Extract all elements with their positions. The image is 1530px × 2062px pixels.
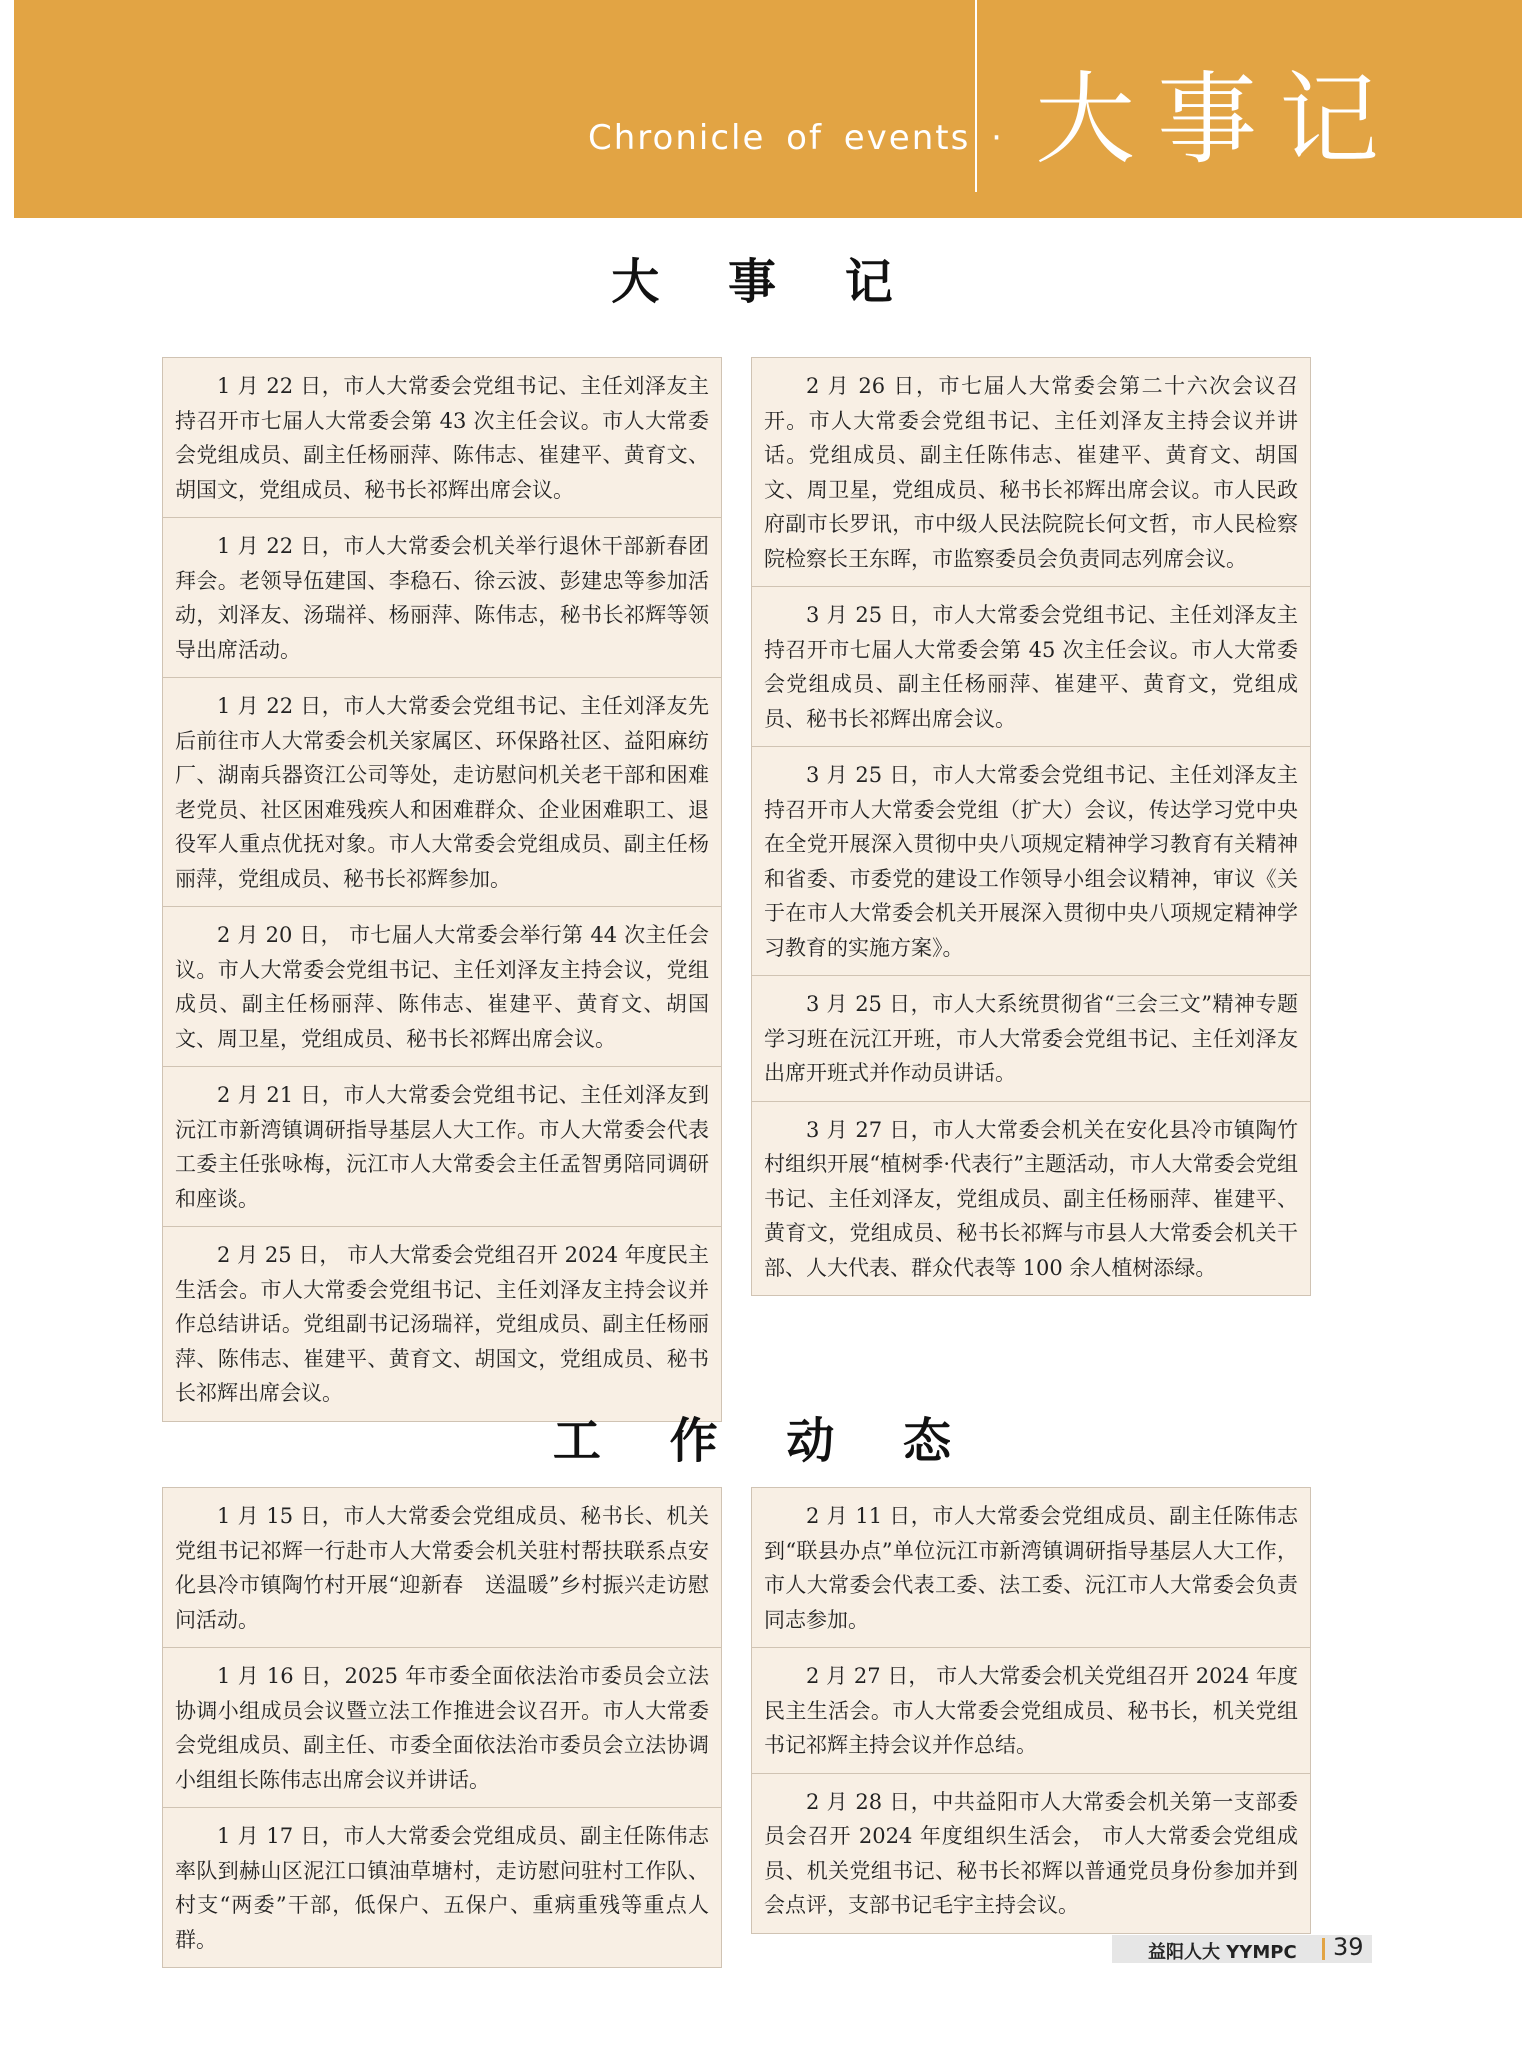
footer-separator: [1322, 1938, 1325, 1960]
events-right-column: [751, 357, 1311, 1296]
event-entry: 2 月 20 日， 市七届人大常委会举行第 44 次主任会议。市人大常委会党组书记、主任刘泽友主持会议，党组成员、副主任杨丽萍、陈伟志、崔建平、黄育文、胡国文、周卫星，党组成员、秘书长祁辉出席会议。: [162, 907, 722, 1067]
work-entry: 2 月 28 日，中共益阳市人大常委会机关第一支部委员会召开 2024 年度组织生活会， 市人大常委会党组成员、机关党组书记、秘书长祁辉以普通党员身份参加并到会点评，支部书记毛宇主持会议。: [751, 1774, 1311, 1934]
work-entry: 1 月 17 日，市人大常委会党组成员、副主任陈伟志率队到赫山区泥江口镇油草塘村，走访慰问驻村工作队、村支“两委”干部，低保户、五保户、重病重残等重点人群。: [162, 1808, 722, 1968]
event-entry: 3 月 25 日，市人大常委会党组书记、主任刘泽友主持召开市人大常委会党组（扩大）会议，传达学习党中央在全党开展深入贯彻中央八项规定精神学习教育有关精神和省委、市委党的建设工作领导小组会议精神，审议《关于在市人大常委会机关开展深入贯彻中央八项规定精神学习教育的实施方案》。: [751, 747, 1311, 976]
work-entry: 1 月 16 日，2025 年市委全面依法治市委员会立法协调小组成员会议暨立法工作推进会议召开。市人大常委会党组成员、副主任、市委全面依法治市委员会立法协调小组组长陈伟志出席会议并讲话。: [162, 1648, 722, 1808]
section-title-events: 大 事 记: [611, 254, 919, 310]
event-entry: 3 月 25 日，市人大常委会党组书记、主任刘泽友主持召开市七届人大常委会第 45 次主任会议。市人大常委会党组成员、副主任杨丽萍、崔建平、黄育文，党组成员、秘书长祁辉出席会议。: [751, 587, 1311, 747]
section-title-work: 工 作 动 态: [552, 1413, 978, 1469]
header-english-title: Chronicle of events ·: [588, 118, 1004, 158]
event-entry: 2 月 25 日， 市人大常委会党组召开 2024 年度民主生活会。市人大常委会党组书记、主任刘泽友主持会议并作总结讲话。党组副书记汤瑞祥，党组成员、副主任杨丽萍、陈伟志、崔建平、黄育文、胡国文，党组成员、秘书长祁辉出席会议。: [162, 1227, 722, 1422]
work-entry: 2 月 27 日， 市人大常委会机关党组召开 2024 年度民主生活会。市人大常委会党组成员、秘书长，机关党组书记祁辉主持会议并作总结。: [751, 1648, 1311, 1774]
event-entry: 3 月 27 日，市人大常委会机关在安化县冷市镇陶竹村组织开展“植树季·代表行”主题活动，市人大常委会党组书记、主任刘泽友，党组成员、副主任杨丽萍、崔建平、黄育文，党组成员、秘书长祁辉与市县人大常委会机关干部、人大代表、群众代表等 100 余人植树添绿。: [751, 1102, 1311, 1297]
event-entry: 2 月 26 日，市七届人大常委会第二十六次会议召开。市人大常委会党组书记、主任刘泽友主持会议并讲话。党组成员、副主任陈伟志、崔建平、黄育文、胡国文、周卫星，党组成员、秘书长祁辉出席会议。市人民政府副市长罗讯，市中级人民法院院长何文哲，市人民检察院检察长王东晖，市监察委员会负责同志列席会议。: [751, 357, 1311, 587]
work-entry: 2 月 11 日，市人大常委会党组成员、副主任陈伟志到“联县办点”单位沅江市新湾镇调研指导基层人大工作，市人大常委会代表工委、法工委、沅江市人大常委会负责同志参加。: [751, 1487, 1311, 1648]
footer-magazine-name: 益阳人大 YYMPC: [1148, 1942, 1297, 1963]
event-entry: 2 月 21 日，市人大常委会党组书记、主任刘泽友到沅江市新湾镇调研指导基层人大工作。市人大常委会代表工委主任张咏梅，沅江市人大常委会主任孟智勇陪同调研和座谈。: [162, 1067, 722, 1227]
work-left-column: [162, 1487, 722, 1968]
event-entry: 1 月 22 日，市人大常委会党组书记、主任刘泽友主持召开市七届人大常委会第 43 次主任会议。市人大常委会党组成员、副主任杨丽萍、陈伟志、崔建平、黄育文、胡国文，党组成员、秘书长祁辉出席会议。: [162, 357, 722, 518]
event-entry: 3 月 25 日，市人大系统贯彻省“三会三文”精神专题学习班在沅江开班，市人大常委会党组书记、主任刘泽友出席开班式并作动员讲话。: [751, 976, 1311, 1102]
header-divider: [975, 0, 977, 192]
work-entry: 1 月 15 日，市人大常委会党组成员、秘书长、机关党组书记祁辉一行赴市人大常委会机关驻村帮扶联系点安化县冷市镇陶竹村开展“迎新春 送温暖”乡村振兴走访慰问活动。: [162, 1487, 722, 1648]
page-number: 39: [1333, 1933, 1364, 1961]
work-right-column: [751, 1487, 1311, 1934]
event-entry: 1 月 22 日，市人大常委会机关举行退休干部新春团拜会。老领导伍建国、李稳石、徐云波、彭建忠等参加活动，刘泽友、汤瑞祥、杨丽萍、陈伟志，秘书长祁辉等领导出席活动。: [162, 518, 722, 678]
event-entry: 1 月 22 日，市人大常委会党组书记、主任刘泽友先后前往市人大常委会机关家属区、环保路社区、益阳麻纺厂、湖南兵器资江公司等处，走访慰问机关老干部和困难老党员、社区困难残疾人和困难群众、企业困难职工、退役军人重点优抚对象。市人大常委会党组成员、副主任杨丽萍，党组成员、秘书长祁辉参加。: [162, 678, 722, 907]
events-left-column: [162, 357, 722, 1422]
header-chinese-title: 大事记: [1035, 61, 1401, 178]
